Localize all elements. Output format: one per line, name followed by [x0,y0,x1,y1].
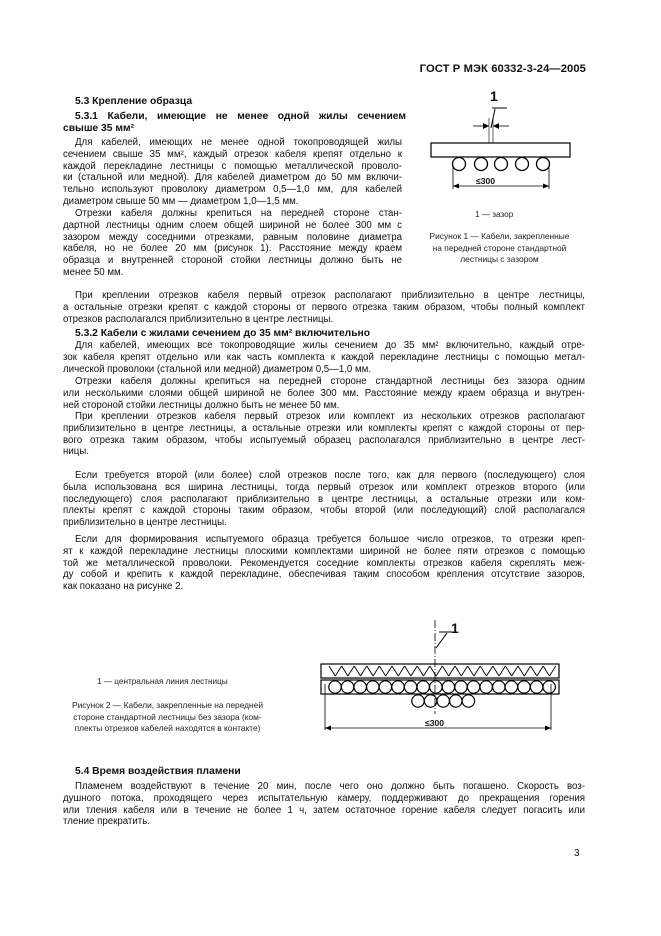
page-number: 3 [574,848,580,859]
paragraph-5 [63,376,585,411]
text-line: приблизительно в центре лестницы. [63,517,227,528]
cable-section [516,158,529,171]
text-line: отрезков располагался приблизительно в центре лестницы. [63,313,334,325]
text-line: тельно используют проволоку диаметром 0,5—1,0 мм, для кабелей [63,184,402,195]
figure-2-callout: 1 [451,620,459,636]
text-line: При креплении отрезков кабеля первый отрезок или комплект из нескольких отрезков располагают [75,411,585,422]
text-line: а остальные отрезки крепят с каждой стороны от первого отрезка таким образом, чтобы полный комплект [63,301,585,313]
cable-section [437,695,449,707]
text-line: или тления кабеля или в течение не более 1 ч, затем остаточное горение кабеля следует погасить или [63,804,585,816]
text-line: плекты крепят с каждой стороны таким образом, чтобы второй (или последующий) слой располагался [63,505,585,517]
text-line: Пламенем воздействуют в течение 20 мин, после чего оно должно быть погашено. Скорость воз- [75,781,585,792]
cable-section [430,681,442,693]
text-line: При креплении отрезков кабеля первый отрезок располагают приблизительно в центре лестницы, [75,290,585,301]
text-line: дартной лестницы одним слоем общей шириной не более 300 мм с [63,219,402,231]
cable-section [442,681,454,693]
cable-section [475,158,488,171]
cable-section [530,681,542,693]
figure-2-legend: 1 — центральная линия лестницы [97,677,228,686]
cable-section [493,681,505,693]
cable-section [412,695,424,707]
caption-line: Рисунок 1 — Кабели, закрепленные [429,231,570,241]
text-line: менее 50 мм. [63,266,124,278]
text-line: или несколькими слоями общей шириной не более 300 мм. Расстояние между краем образца и внутрен- [63,387,585,399]
figure-1-caption [408,231,591,266]
figure-1-callout: 1 [490,88,498,104]
paragraph-6 [63,411,585,458]
figure-2-caption [46,700,289,735]
text-line: приблизительно в центре лестницы, а остальные отрезки или комплекты крепят с каждой стороны от пер- [63,422,585,434]
text-line: зазором между соседними отрезками, равным половине диаметра [63,231,402,243]
arrowhead [543,184,549,189]
arrowhead [545,726,551,731]
text-line: той же металлической проволоки. Рекомендуется соседние комплекты отрезков кабеля скреплять меж- [63,557,585,569]
cable-section [467,681,479,693]
text-line: диаметром свыше 50 мм — диаметром 1,0—1,5 мм. [63,195,299,207]
text-line: Для кабелей, имеющих не менее одной токопроводящей жилы [75,137,402,148]
text-line: ней стороной стойки лестницы должно быть не менее 50 мм. [63,399,340,411]
text-line: образца и внутренней стороной стойки лестницы должно быть не [63,255,402,266]
standard-designation: ГОСТ Р МЭК 60332-3-24—2005 [419,63,586,75]
text-line: Отрезки кабеля должны крепиться на передней стороне стан- [75,208,402,219]
cable-section [518,681,530,693]
text-line: Если требуется второй (или более) слой отрезков после того, как для первого (последующего) слоя [75,470,585,481]
caption-line: лестницы с зазором [460,254,539,265]
paragraph-4 [63,340,585,375]
cable-section [480,681,492,693]
cable-section [404,681,416,693]
ladder-rung-upper [321,664,559,678]
text-line: Отрезки кабеля должны крепиться на передней стороне стандартной лестницы без зазора одним [75,376,585,387]
cable-section [495,158,508,171]
figure-2-dimension: ≤300 [425,718,445,728]
paragraph-7 [63,470,585,529]
text-line: ят к каждой перекладине лестницы плоскими комплектами шириной не более пяти отрезков с помощью [63,545,585,557]
arrowhead [483,123,489,129]
cable-section [505,681,517,693]
text-line: зок кабеля крепят отдельно или как часть комплекта к каждой перекладине лестницы с помощью метал- [63,351,585,363]
cable-section [392,681,404,693]
cable-section [453,158,466,171]
caption-line: Рисунок 2 — Кабели, закрепленные на передней [71,700,264,710]
caption-line: плекты отрезков кабелей находятся в контакте) [74,723,261,734]
section-5-3-heading: 5.3 Крепление образца [75,96,193,107]
text-line: ки (стальной или медной). Для кабелей диаметром до 50 мм включи- [63,172,402,184]
text-line: душного потока, проходящего через испытательную камеру, поддерживают до прекращения горения [63,792,585,804]
cable-section [341,681,353,693]
section-5-4-heading: 5.4 Время воздействия пламени [75,766,241,777]
cable-section [537,158,550,171]
arrowhead [453,184,459,189]
cable-section [462,695,474,707]
figure-1-legend: 1 — зазор [475,210,514,219]
subsection-5-3-1-heading-line1: 5.3.1 Кабели, имеющие не менее одной жилы сечением [75,111,406,122]
text-line: ницы. [63,446,89,458]
paragraph-3 [63,290,585,325]
arrowhead [493,123,499,129]
figure-1-dimension: ≤300 [476,176,496,186]
cable-section [354,681,366,693]
text-line: последующего) слоя располагают приблизительно в центре лестницы, а остальные отрезки или ком- [63,493,585,505]
text-line: вого отрезка таким образом, чтобы испытуемый образец располагался приблизительно в центре лест- [63,434,585,446]
subsection-5-3-2-heading: 5.3.2 Кабели с жилами сечением до 35 мм² включительно [75,328,371,339]
text-line: лической проволоки (стальной или медной) диаметром 0,5—1,0 мм. [63,363,372,375]
cable-section [367,681,379,693]
caption-line: стороне стандартной лестницы без зазора (ком- [73,711,262,722]
caption-line: на передней стороне стандартной [432,242,567,253]
text-line: сечением свыше 35 мм², каждый отрезок кабеля крепят отдельно к [63,148,402,160]
paragraph-8 [63,534,585,593]
cable-section [329,681,341,693]
cable-section [455,681,467,693]
ladder-rung [431,143,570,157]
callout-leader [436,633,447,648]
subsection-5-3-1-heading-line2: свыше 35 мм² [63,123,134,134]
cable-section [417,681,429,693]
paragraph-2 [63,208,402,279]
arrowhead [325,726,331,731]
text-line: тление прекратить. [63,816,150,828]
cable-section [450,695,462,707]
cable-section [543,681,555,693]
text-line: была использована вся ширина лестницы, тогда первый отрезок или комплект отрезков второго (или [63,481,585,493]
cable-section [379,681,391,693]
text-line: каждой перекладине лестницы с помощью металлической проволо- [63,160,402,172]
text-line: кабеля, но не более 20 мм (рисунок 1). Расстояние между краем [63,243,402,255]
text-line: Если для формирования испытуемого образца требуется большое число отрезков, то отрезки креп- [75,534,585,545]
text-line: как показано на рисунке 2. [63,581,184,592]
text-line: Для кабелей, имеющих все токопроводящие жилы сечением до 35 мм² включительно, каждый отре- [75,340,585,351]
text-line: ду собой и крепить к каждой перекладине, обеспечивая таким способом крепления отсутствие зазоров, [63,569,585,581]
paragraph-1 [63,137,402,208]
paragraph-5-4 [63,781,585,828]
